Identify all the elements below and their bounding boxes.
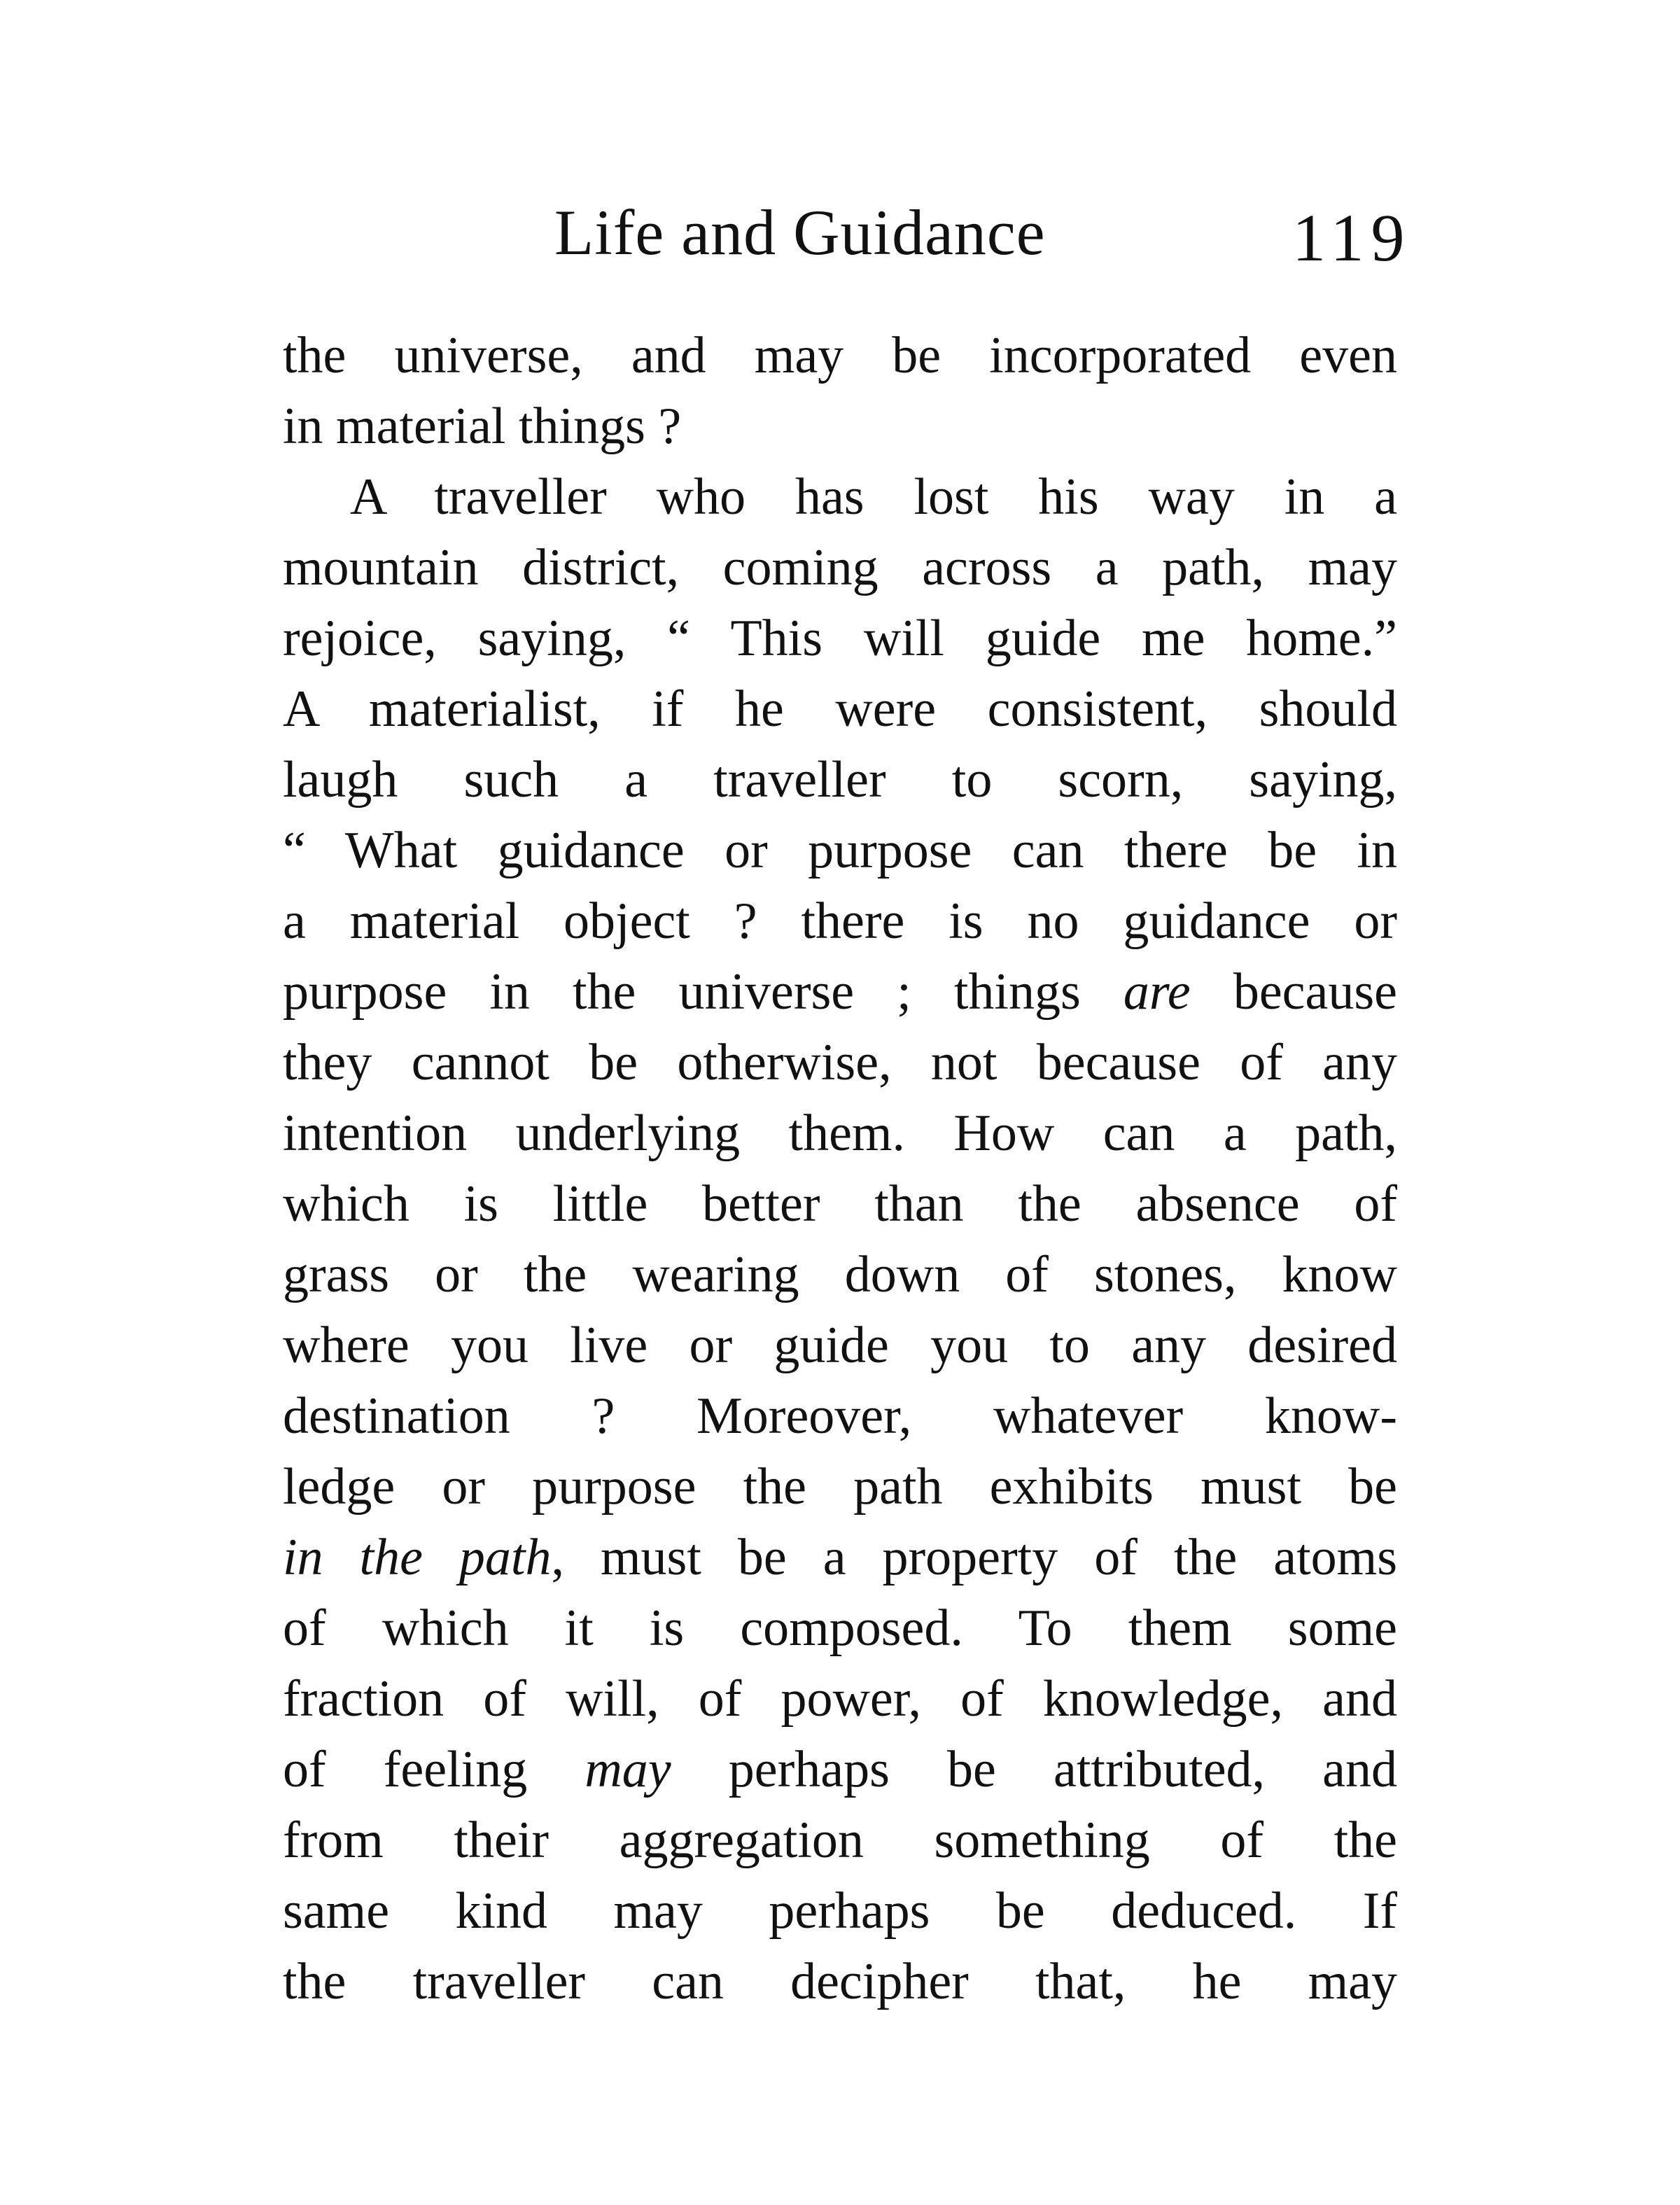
text-line xyxy=(283,745,1397,816)
text-line xyxy=(283,1805,1397,1876)
text-segment: intention underlying them. How can a path, xyxy=(283,1105,1397,1162)
text-segment: A traveller who has lost his way in a xyxy=(350,468,1397,526)
text-segment: the traveller can decipher that, he may xyxy=(283,1953,1397,2010)
italic-segment: are xyxy=(1123,963,1191,1021)
text-segment: because xyxy=(1190,963,1397,1021)
text-segment: perhaps be attributed, and xyxy=(671,1741,1398,1798)
text-line xyxy=(283,1452,1397,1522)
text-segment: , must be a property of the atoms xyxy=(551,1529,1397,1586)
text-line xyxy=(283,533,1397,603)
text-line xyxy=(283,1522,1397,1593)
text-line xyxy=(283,1593,1397,1664)
text-segment: which is little better than the absence of xyxy=(283,1175,1397,1233)
text-segment: laugh such a traveller to scorn, saying, xyxy=(283,751,1397,808)
text-segment: they cannot be otherwise, not because of any xyxy=(283,1034,1397,1091)
text-segment: of feeling xyxy=(283,1741,585,1798)
text-segment: in material things ? xyxy=(283,398,682,455)
text-line xyxy=(283,1028,1397,1098)
text-line xyxy=(283,321,1397,391)
text-line xyxy=(283,603,1397,674)
text-segment: rejoice, saying, “ This will guide me home.” xyxy=(283,610,1397,667)
text-segment: of which it is composed. To them some xyxy=(283,1600,1397,1657)
text-segment: mountain district, coming across a path, may xyxy=(283,539,1397,596)
text-segment: the universe, and may be incorporated even xyxy=(283,327,1397,384)
text-segment: grass or the wearing down of stones, know xyxy=(283,1246,1397,1303)
italic-segment: in the path xyxy=(283,1529,552,1586)
text-segment: ledge or purpose the path exhibits must be xyxy=(283,1458,1397,1516)
body-text xyxy=(283,321,1397,2017)
text-segment: A materialist, if he were consistent, should xyxy=(283,680,1397,738)
text-line xyxy=(283,391,1397,462)
italic-segment: may xyxy=(584,1741,671,1798)
text-line xyxy=(283,1310,1397,1381)
text-segment: a material object ? there is no guidance or xyxy=(283,892,1397,950)
text-segment: where you live or guide you to any desired xyxy=(283,1317,1397,1374)
text-segment: destination ? Moreover, whatever know- xyxy=(283,1387,1397,1445)
text-line xyxy=(283,1947,1397,2017)
text-line xyxy=(283,886,1397,957)
text-line xyxy=(283,957,1397,1028)
running-title: Life and Guidance xyxy=(554,197,1046,268)
text-segment: purpose in the universe ; things xyxy=(283,963,1124,1021)
text-line xyxy=(283,1169,1397,1240)
text-line xyxy=(283,1098,1397,1169)
text-segment: same kind may perhaps be deduced. If xyxy=(283,1882,1397,1940)
page-number: 119 xyxy=(1292,200,1412,275)
text-segment: fraction of will, of power, of knowledge, and xyxy=(283,1670,1397,1728)
text-line xyxy=(283,462,1397,533)
text-line xyxy=(283,674,1397,745)
text-segment: “ What guidance or purpose can there be in xyxy=(283,822,1397,879)
text-line xyxy=(283,1664,1397,1735)
text-line xyxy=(283,1876,1397,1947)
text-line xyxy=(283,1240,1397,1310)
text-line xyxy=(283,1381,1397,1452)
text-line xyxy=(283,1735,1397,1805)
text-segment: from their aggregation something of the xyxy=(283,1812,1397,1869)
text-line xyxy=(283,816,1397,886)
